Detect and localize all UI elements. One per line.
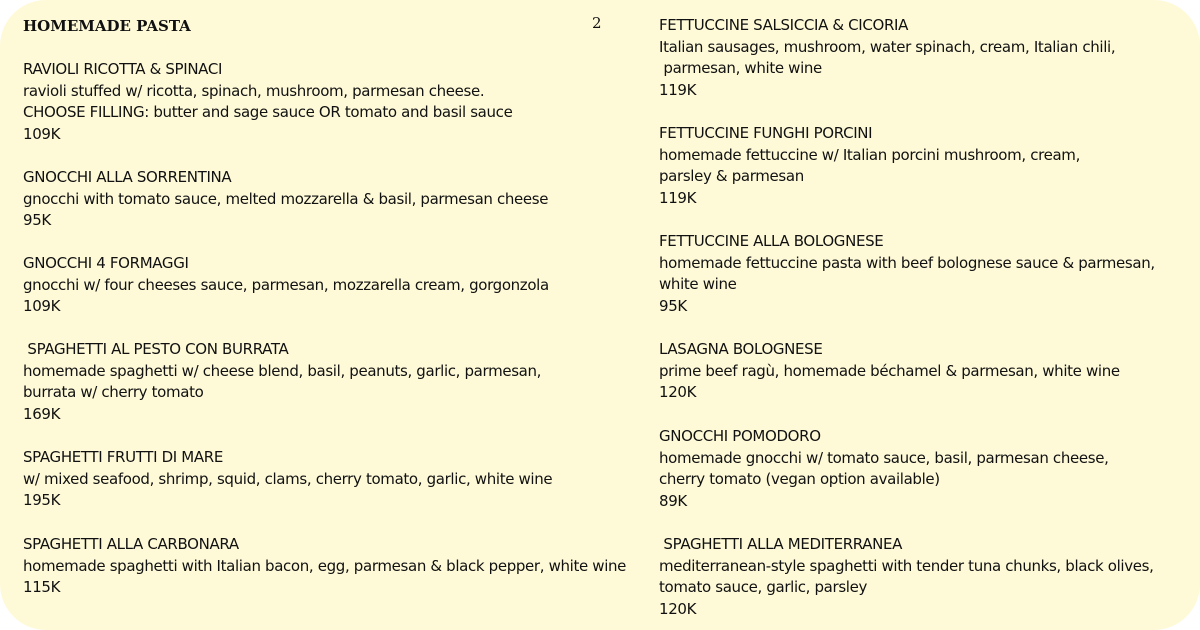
dish-description: white wine <box>659 275 737 294</box>
dish-price: 109K <box>23 297 61 316</box>
menu-item <box>23 253 653 318</box>
dish-price: 169K <box>23 405 61 424</box>
dish-name: SPAGHETTI FRUTTI DI MARE <box>23 448 223 466</box>
page-number: 2 <box>592 14 602 32</box>
dish-name: GNOCCHI POMODORO <box>659 427 821 445</box>
dish-price: 95K <box>23 211 51 230</box>
dish-price: 109K <box>23 125 61 144</box>
dish-description: gnocchi with tomato sauce, melted mozzarella & basil, parmesan cheese <box>23 189 549 208</box>
dish-price: 119K <box>659 81 697 100</box>
dish-name: SPAGHETTI ALLA MEDITERRANEA <box>659 535 903 553</box>
dish-description: parsley & parmesan <box>659 167 804 186</box>
dish-price: 115K <box>23 578 61 597</box>
dish-description: homemade spaghetti with Italian bacon, egg, parmesan & black pepper, white wine <box>23 556 627 575</box>
dish-price: 120K <box>659 383 697 402</box>
menu-item <box>659 534 1189 621</box>
menu-item <box>659 15 1189 102</box>
dish-price: 119K <box>659 189 697 208</box>
dish-description: ravioli stuffed w/ ricotta, spinach, mushroom, parmesan cheese. <box>23 81 485 100</box>
dish-description: gnocchi w/ four cheeses sauce, parmesan, mozzarella cream, gorgonzola <box>23 275 549 294</box>
dish-description: Italian sausages, mushroom, water spinach, cream, Italian chili, <box>659 37 1116 56</box>
dish-price: 95K <box>659 297 687 316</box>
dish-price: 195K <box>23 491 61 510</box>
menu-item <box>659 123 1189 210</box>
dish-name: SPAGHETTI ALLA CARBONARA <box>23 535 239 553</box>
menu-item <box>23 447 653 512</box>
menu-item <box>23 167 653 232</box>
dish-name: FETTUCCINE FUNGHI PORCINI <box>659 124 873 142</box>
dish-description: parmesan, white wine <box>659 59 822 78</box>
menu-item <box>23 339 653 426</box>
dish-name: SPAGHETTI AL PESTO CON BURRATA <box>23 340 289 358</box>
dish-description: cherry tomato (vegan option available) <box>659 470 940 489</box>
menu-item <box>23 534 653 599</box>
menu-item <box>23 59 653 146</box>
dish-name: RAVIOLI RICOTTA & SPINACI <box>23 60 223 78</box>
dish-description: homemade gnocchi w/ tomato sauce, basil, parmesan cheese, <box>659 448 1109 467</box>
dish-description: CHOOSE FILLING: butter and sage sauce OR tomato and basil sauce <box>23 103 513 122</box>
dish-name: GNOCCHI ALLA SORRENTINA <box>23 168 232 186</box>
menu-item <box>659 231 1189 318</box>
dish-price: 89K <box>659 492 687 511</box>
dish-description: burrata w/ cherry tomato <box>23 383 204 402</box>
dish-description: prime beef ragù, homemade béchamel & parmesan, white wine <box>659 361 1120 380</box>
dish-description: mediterranean-style spaghetti with tender tuna chunks, black olives, <box>659 556 1154 575</box>
dish-description: w/ mixed seafood, shrimp, squid, clams, cherry tomato, garlic, white wine <box>23 469 553 488</box>
dish-description: homemade spaghetti w/ cheese blend, basil, peanuts, garlic, parmesan, <box>23 361 542 380</box>
dish-name: GNOCCHI 4 FORMAGGI <box>23 254 189 272</box>
menu-item <box>659 339 1189 404</box>
dish-name: LASAGNA BOLOGNESE <box>659 340 823 358</box>
dish-description: homemade fettuccine w/ Italian porcini mushroom, cream, <box>659 145 1080 164</box>
section-title: HOMEMADE PASTA <box>23 17 191 35</box>
dish-price: 120K <box>659 600 697 619</box>
dish-name: FETTUCCINE ALLA BOLOGNESE <box>659 232 884 250</box>
dish-description: tomato sauce, garlic, parsley <box>659 578 868 597</box>
dish-description: homemade fettuccine pasta with beef bolognese sauce & parmesan, <box>659 253 1155 272</box>
menu-item <box>659 426 1189 513</box>
dish-name: FETTUCCINE SALSICCIA & CICORIA <box>659 16 908 34</box>
